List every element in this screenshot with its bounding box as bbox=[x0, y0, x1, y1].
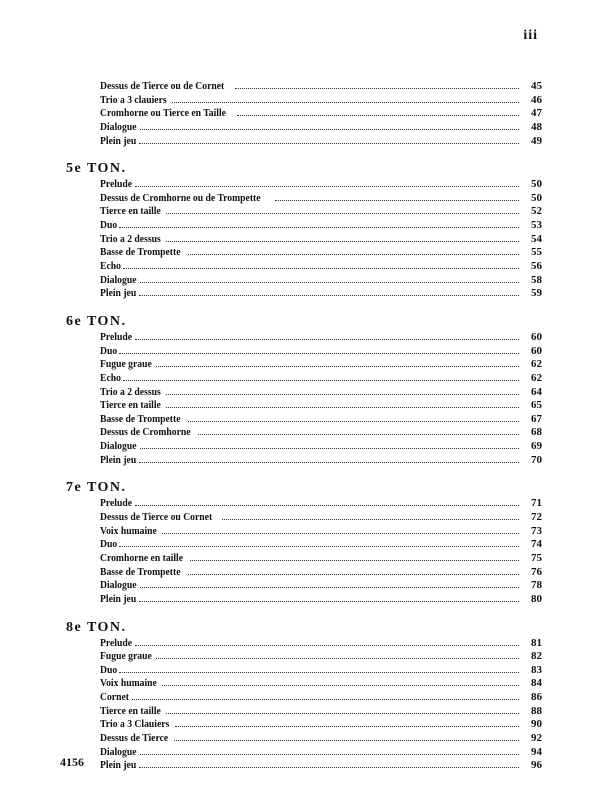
dot-leader bbox=[156, 358, 519, 367]
dot-leader bbox=[119, 538, 519, 547]
entry-title: Dessus de Cromhorne ou de Trompette bbox=[100, 192, 261, 204]
toc-entry bbox=[100, 538, 542, 552]
plate-number: 4156 bbox=[60, 755, 84, 769]
entry-page-number: 88 bbox=[531, 704, 542, 717]
section-title: 5e TON. bbox=[66, 161, 127, 177]
entry-title: Plein jeu bbox=[100, 454, 137, 466]
toc-entry bbox=[100, 386, 542, 400]
entry-title: Tierce en taille bbox=[100, 705, 161, 717]
entry-page-number: 54 bbox=[531, 232, 542, 245]
toc-entry bbox=[100, 691, 542, 705]
toc-entry bbox=[100, 705, 542, 719]
toc-entry bbox=[100, 372, 542, 386]
toc-entry bbox=[100, 331, 542, 345]
dot-leader bbox=[237, 107, 519, 116]
entry-title: Duo bbox=[100, 664, 118, 676]
toc-entry bbox=[100, 205, 542, 219]
dot-leader bbox=[123, 260, 519, 269]
toc-entry bbox=[100, 759, 542, 773]
entry-page-number: 78 bbox=[531, 579, 542, 592]
entry-title: Tierce en taille bbox=[100, 206, 161, 218]
entry-page-number: 75 bbox=[531, 551, 542, 564]
entry-page-number: 62 bbox=[531, 371, 542, 384]
toc-section bbox=[66, 159, 542, 301]
entry-page-number: 56 bbox=[531, 260, 542, 273]
entry-page-number: 76 bbox=[531, 565, 542, 578]
entry-page-number: 49 bbox=[531, 134, 542, 147]
page-number: iii bbox=[523, 28, 538, 43]
entry-title: Basse de Trompette bbox=[100, 566, 181, 578]
toc-entry bbox=[100, 274, 542, 288]
entry-page-number: 62 bbox=[531, 358, 542, 371]
dot-leader bbox=[166, 399, 519, 408]
toc-entry bbox=[100, 650, 542, 664]
entry-title: Duo bbox=[100, 539, 118, 551]
entry-page-number: 90 bbox=[531, 718, 542, 731]
dot-leader bbox=[156, 650, 519, 659]
entry-page-number: 71 bbox=[531, 497, 542, 510]
entry-page-number: 45 bbox=[531, 80, 542, 92]
toc-entry bbox=[100, 440, 542, 454]
dot-leader bbox=[198, 426, 519, 435]
entry-page-number: 48 bbox=[531, 120, 542, 133]
dot-leader bbox=[123, 372, 519, 381]
dot-leader bbox=[135, 331, 519, 340]
entry-page-number: 67 bbox=[531, 412, 542, 425]
entry-title: Plein jeu bbox=[100, 760, 137, 772]
entry-title: Tierce en taille bbox=[100, 400, 161, 412]
entry-list bbox=[66, 497, 542, 606]
entry-title: Duo bbox=[100, 345, 118, 357]
toc-entry bbox=[100, 566, 542, 580]
entry-title: Trio a 2 dessus bbox=[100, 233, 161, 245]
entry-title: Echo bbox=[100, 261, 121, 273]
toc-entry bbox=[100, 732, 542, 746]
entry-title: Prelude bbox=[100, 179, 133, 191]
entry-list bbox=[66, 331, 542, 467]
toc-entry bbox=[100, 345, 542, 359]
toc-entry bbox=[100, 219, 542, 233]
entry-title: Fugue graue bbox=[100, 359, 152, 371]
dot-leader bbox=[139, 287, 519, 296]
dot-leader bbox=[172, 94, 519, 103]
toc-entry bbox=[100, 192, 542, 206]
toc-entry bbox=[100, 497, 542, 511]
entry-page-number: 80 bbox=[531, 592, 542, 605]
toc-entry bbox=[100, 746, 542, 760]
entry-title: Voix humaine bbox=[100, 525, 157, 537]
dot-leader bbox=[119, 219, 519, 228]
entry-title: Dialogue bbox=[100, 274, 137, 286]
entry-title: Dialogue bbox=[100, 441, 137, 453]
section-title: 8e TON. bbox=[66, 619, 127, 635]
entry-title: Basse de Trompette bbox=[100, 247, 181, 259]
entry-title: Echo bbox=[100, 372, 121, 384]
dot-leader bbox=[139, 593, 519, 602]
toc-entry bbox=[100, 579, 542, 593]
entry-page-number: 83 bbox=[531, 663, 542, 676]
dot-leader bbox=[135, 637, 519, 646]
dot-leader bbox=[135, 178, 519, 187]
entry-title: Dessus de Tierce ou de Cornet bbox=[100, 81, 225, 92]
entry-title: Basse de Trompette bbox=[100, 413, 181, 425]
entry-title: Trio a 2 dessus bbox=[100, 386, 161, 398]
dot-leader bbox=[162, 525, 519, 534]
entry-title: Cornet bbox=[100, 692, 129, 704]
dot-leader bbox=[139, 135, 519, 144]
entry-page-number: 60 bbox=[531, 330, 542, 343]
toc-entry bbox=[100, 677, 542, 691]
dot-leader bbox=[140, 274, 519, 283]
entry-title: Trio a 3 Clauiers bbox=[100, 719, 170, 731]
dot-leader bbox=[188, 413, 520, 422]
toc-entry bbox=[100, 121, 542, 135]
dot-leader bbox=[162, 677, 519, 686]
entry-page-number: 55 bbox=[531, 246, 542, 259]
dot-leader bbox=[140, 579, 519, 588]
toc-entry bbox=[100, 718, 542, 732]
entry-page-number: 50 bbox=[531, 178, 542, 191]
entry-title: Dessus de Tierce bbox=[100, 732, 169, 744]
dot-leader bbox=[119, 664, 519, 673]
entry-page-number: 47 bbox=[531, 107, 542, 120]
dot-leader bbox=[275, 192, 519, 201]
dot-leader bbox=[174, 732, 519, 741]
entry-page-number: 50 bbox=[531, 191, 542, 204]
entry-page-number: 94 bbox=[531, 745, 542, 758]
entry-page-number: 69 bbox=[531, 440, 542, 453]
section-title: 7e TON. bbox=[66, 480, 127, 496]
entry-page-number: 81 bbox=[531, 636, 542, 649]
toc-entry bbox=[100, 107, 542, 121]
dot-leader bbox=[119, 345, 519, 354]
entry-list bbox=[66, 637, 542, 773]
toc-entry bbox=[100, 399, 542, 413]
toc-entry bbox=[100, 135, 542, 149]
dot-leader bbox=[139, 454, 519, 463]
dot-leader bbox=[175, 718, 519, 727]
entry-page-number: 46 bbox=[531, 93, 542, 106]
entry-page-number: 84 bbox=[531, 677, 542, 690]
toc-entry bbox=[100, 637, 542, 651]
dot-leader bbox=[166, 233, 519, 242]
entry-title: Trio a 3 clauiers bbox=[100, 94, 167, 106]
entry-title: Prelude bbox=[100, 637, 133, 649]
entry-page-number: 96 bbox=[531, 759, 542, 772]
entry-title: Fugue graue bbox=[100, 651, 152, 663]
dot-leader bbox=[140, 121, 519, 130]
entry-title: Plein jeu bbox=[100, 135, 137, 147]
toc-entry bbox=[100, 511, 542, 525]
entry-list bbox=[66, 80, 542, 148]
dot-leader bbox=[140, 440, 519, 449]
toc-entry bbox=[100, 358, 542, 372]
dot-leader bbox=[190, 552, 519, 561]
entry-title: Dialogue bbox=[100, 746, 137, 758]
toc-entry bbox=[100, 525, 542, 539]
entry-list bbox=[66, 178, 542, 301]
entry-page-number: 68 bbox=[531, 426, 542, 439]
entry-title: Plein jeu bbox=[100, 288, 137, 300]
entry-page-number: 72 bbox=[531, 511, 542, 524]
entry-title: Prelude bbox=[100, 498, 133, 510]
dot-leader bbox=[166, 386, 519, 395]
dot-leader bbox=[235, 80, 519, 89]
entry-title: Prelude bbox=[100, 331, 133, 343]
entry-title: Cromhorne ou Tierce en Taille bbox=[100, 108, 226, 120]
toc-entry bbox=[100, 94, 542, 108]
entry-title: Cromhorne en taille bbox=[100, 552, 184, 564]
entry-page-number: 86 bbox=[531, 691, 542, 704]
dot-leader bbox=[166, 705, 519, 714]
toc-entry bbox=[100, 233, 542, 247]
entry-title: Dialogue bbox=[100, 121, 137, 133]
toc-entry bbox=[100, 454, 542, 468]
entry-title: Plein jeu bbox=[100, 593, 137, 605]
entry-page-number: 53 bbox=[531, 219, 542, 232]
toc-entry bbox=[100, 260, 542, 274]
toc-entry bbox=[100, 246, 542, 260]
toc-entry bbox=[100, 552, 542, 566]
dot-leader bbox=[166, 205, 519, 214]
entry-page-number: 74 bbox=[531, 538, 542, 551]
entry-page-number: 65 bbox=[531, 399, 542, 412]
toc-entry bbox=[100, 664, 542, 678]
toc-entry bbox=[100, 426, 542, 440]
table-of-contents bbox=[66, 80, 542, 773]
entry-page-number: 92 bbox=[531, 731, 542, 744]
dot-leader bbox=[188, 566, 520, 575]
entry-page-number: 59 bbox=[531, 287, 542, 300]
dot-leader bbox=[222, 511, 519, 520]
entry-page-number: 70 bbox=[531, 453, 542, 466]
dot-leader bbox=[132, 691, 520, 700]
toc-entry bbox=[100, 593, 542, 607]
entry-page-number: 58 bbox=[531, 273, 542, 286]
dot-leader bbox=[140, 746, 519, 755]
section-title: 6e TON. bbox=[66, 313, 127, 329]
dot-leader bbox=[135, 497, 519, 506]
toc-entry bbox=[100, 287, 542, 301]
entry-title: Duo bbox=[100, 220, 118, 232]
entry-page-number: 82 bbox=[531, 650, 542, 663]
entry-title: Voix humaine bbox=[100, 678, 157, 690]
entry-page-number: 52 bbox=[531, 205, 542, 218]
dot-leader bbox=[188, 246, 520, 255]
toc-section bbox=[66, 478, 542, 606]
entry-title: Dialogue bbox=[100, 580, 137, 592]
toc-section bbox=[66, 618, 542, 773]
entry-page-number: 60 bbox=[531, 344, 542, 357]
toc-entry bbox=[100, 413, 542, 427]
toc-entry bbox=[100, 178, 542, 192]
entry-page-number: 64 bbox=[531, 385, 542, 398]
dot-leader bbox=[139, 759, 519, 768]
entry-title: Dessus de Tierce ou Cornet bbox=[100, 512, 213, 524]
toc-entry bbox=[100, 80, 542, 94]
entry-page-number: 73 bbox=[531, 524, 542, 537]
entry-title: Dessus de Cromhorne bbox=[100, 427, 191, 439]
toc-section bbox=[66, 80, 542, 148]
toc-section bbox=[66, 312, 542, 467]
